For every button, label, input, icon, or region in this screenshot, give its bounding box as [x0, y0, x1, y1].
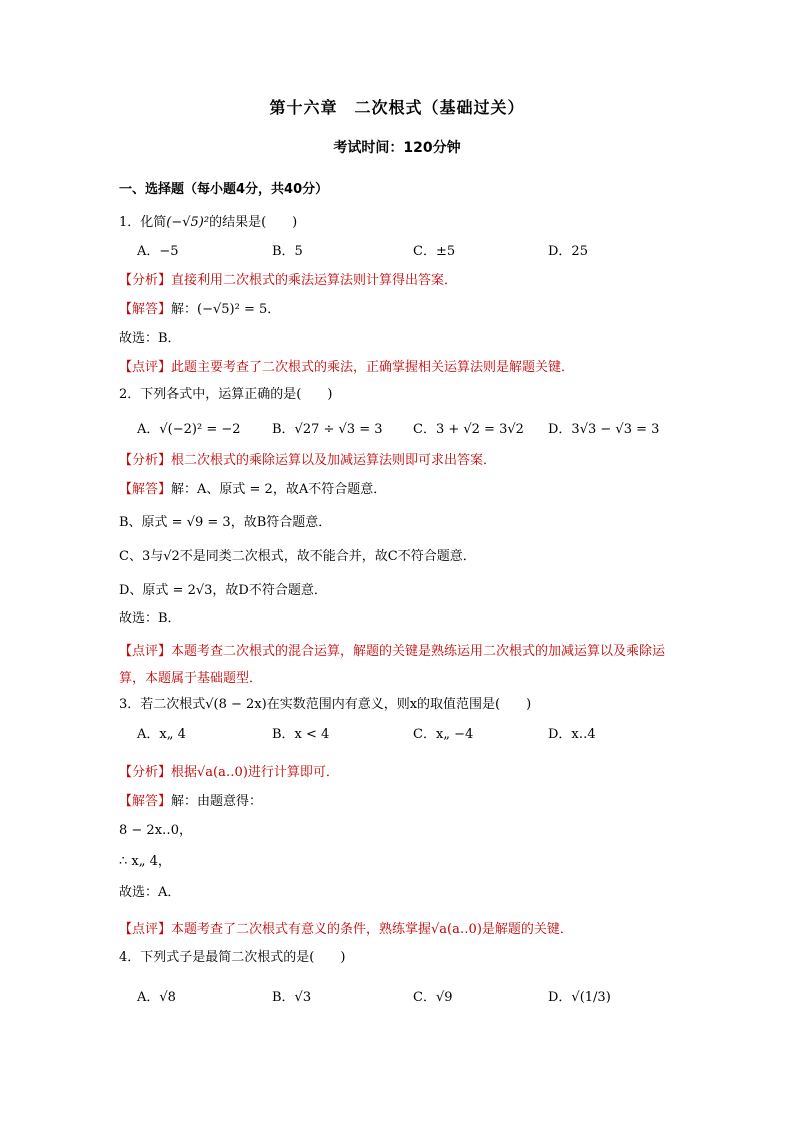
q2-line-b: B、原式 = √9 = 3，故B符合题意． — [119, 515, 332, 530]
q2-option-d: D．3√3 − √3 = 3 — [548, 422, 660, 437]
q4-option-c: C．√9 — [413, 990, 453, 1005]
q1-stem-post: 的结果是( ) — [209, 215, 298, 230]
q3-choose: 故选：A． — [119, 885, 181, 900]
q3-step-2: ∴ x„ 4， — [119, 854, 171, 869]
q1-choose: 故选：B． — [119, 331, 181, 346]
q1-option-c: C．±5 — [413, 244, 456, 259]
q1-answer-tag: 【解答】 — [119, 302, 172, 317]
q4-option-d: D．√(1/3) — [548, 990, 611, 1005]
q2-comment — [119, 638, 679, 692]
q4-stem: 4．下列式子是最简二次根式的是( ) — [119, 950, 346, 965]
q2-analysis-tag: 【分析】 — [119, 453, 172, 468]
q2-option-b: B．√27 ÷ √3 = 3 — [272, 422, 383, 437]
q2-comment-text: 本题考查二次根式的混合运算，解题的关键是熟练运用二次根式的加减运算以及乘除运算，本题属于基础题型． — [119, 644, 666, 686]
q2-line-c: C、3与√2不是同类二次根式，故不能合并，故C不符合题意． — [119, 549, 476, 564]
q1-option-b: B．5 — [272, 244, 303, 259]
q3-analysis-tag: 【分析】 — [119, 765, 172, 780]
q3-answer-text: 解：由题意得： — [171, 794, 263, 809]
q1-answer — [119, 301, 280, 319]
q3-answer — [119, 793, 262, 811]
q2-answer — [119, 481, 386, 499]
q2-choose: 故选：B． — [119, 611, 181, 626]
exam-time: 考试时间：120分钟 — [333, 140, 461, 156]
q1-comment — [119, 359, 574, 377]
q1-stem-expr: (−√5)² — [166, 215, 210, 230]
q3-analysis — [119, 764, 339, 782]
q1-option-a: A．−5 — [137, 244, 179, 259]
q2-analysis — [119, 452, 496, 470]
q1-analysis-tag: 【分析】 — [119, 273, 172, 288]
section-heading: 一、选择题（每小题4分，共40分） — [119, 182, 329, 197]
q1-stem-pre: 1．化简 — [119, 215, 167, 230]
q3-comment-text: 本题考查了二次根式有意义的条件，熟练掌握√a(a‥0)是解题的关键． — [171, 922, 573, 937]
q3-option-b: B．x < 4 — [272, 727, 330, 742]
q3-answer-tag: 【解答】 — [119, 794, 172, 809]
q3-option-a: A．x„ 4 — [137, 727, 186, 742]
q3-comment — [119, 921, 573, 939]
q1-comment-tag: 【点评】 — [119, 360, 172, 375]
q2-stem: 2．下列各式中，运算正确的是( ) — [119, 387, 333, 402]
q3-analysis-text: 根据√a(a‥0)进行计算即可． — [171, 765, 339, 780]
q1-analysis — [119, 272, 457, 290]
q2-answer-text: 解：A、原式 = 2，故A不符合题意． — [171, 482, 387, 497]
page-title: 第十六章 二次根式（基础过关） — [269, 98, 525, 117]
q1-analysis-text: 直接利用二次根式的乘法运算法则计算得出答案． — [171, 273, 458, 288]
q2-comment-tag: 【点评】 — [119, 644, 172, 659]
q2-option-a: A．√(−2)² = −2 — [137, 422, 241, 437]
q2-line-d: D、原式 = 2√3，故D不符合题意． — [119, 583, 327, 598]
q3-step-1: 8 − 2x‥0， — [119, 823, 192, 838]
q3-option-d: D．x‥4 — [548, 727, 596, 742]
q3-comment-tag: 【点评】 — [119, 922, 172, 937]
q4-option-a: A．√8 — [137, 990, 176, 1005]
q4-option-b: B．√3 — [272, 990, 312, 1005]
q1-stem — [119, 214, 297, 232]
q1-comment-text: 此题主要考查了二次根式的乘法，正确掌握相关运算法则是解题关键． — [171, 360, 575, 375]
q2-analysis-text: 根二次根式的乘除运算以及加减运算法则即可求出答案． — [171, 453, 497, 468]
q3-stem: 3．若二次根式√(8 − 2x)在实数范围内有意义，则x的取值范围是( ) — [119, 697, 532, 712]
q1-answer-text: 解：(−√5)² = 5． — [171, 302, 281, 317]
q1-option-d: D．25 — [548, 244, 588, 259]
q3-option-c: C．x„ −4 — [413, 727, 474, 742]
q2-option-c: C．3 + √2 = 3√2 — [413, 422, 524, 437]
q2-answer-tag: 【解答】 — [119, 482, 172, 497]
